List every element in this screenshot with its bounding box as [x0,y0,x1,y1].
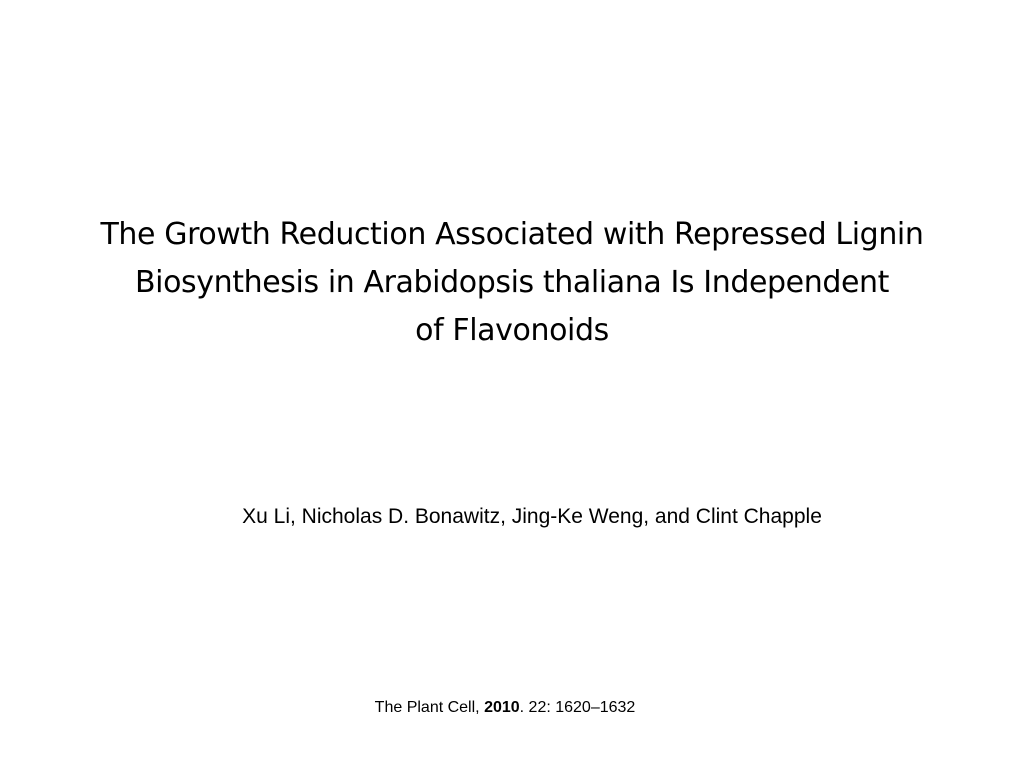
title-line-1: The Growth Reduction Associated with Repressed Lignin [100,217,924,252]
author-list: Xu Li, Nicholas D. Bonawitz, Jing-Ke Weng, and Clint Chapple [242,505,822,528]
title-line-2: Biosynthesis in Arabidopsis thaliana Is Independent [134,265,890,300]
citation-year: 2010 [484,699,520,716]
slide-title [40,211,984,355]
citation [200,697,810,719]
title-line-3: of Flavonoids [415,313,609,348]
citation-details: . 22: 1620–1632 [519,699,636,716]
citation-journal: The Plant Cell, [374,699,485,716]
